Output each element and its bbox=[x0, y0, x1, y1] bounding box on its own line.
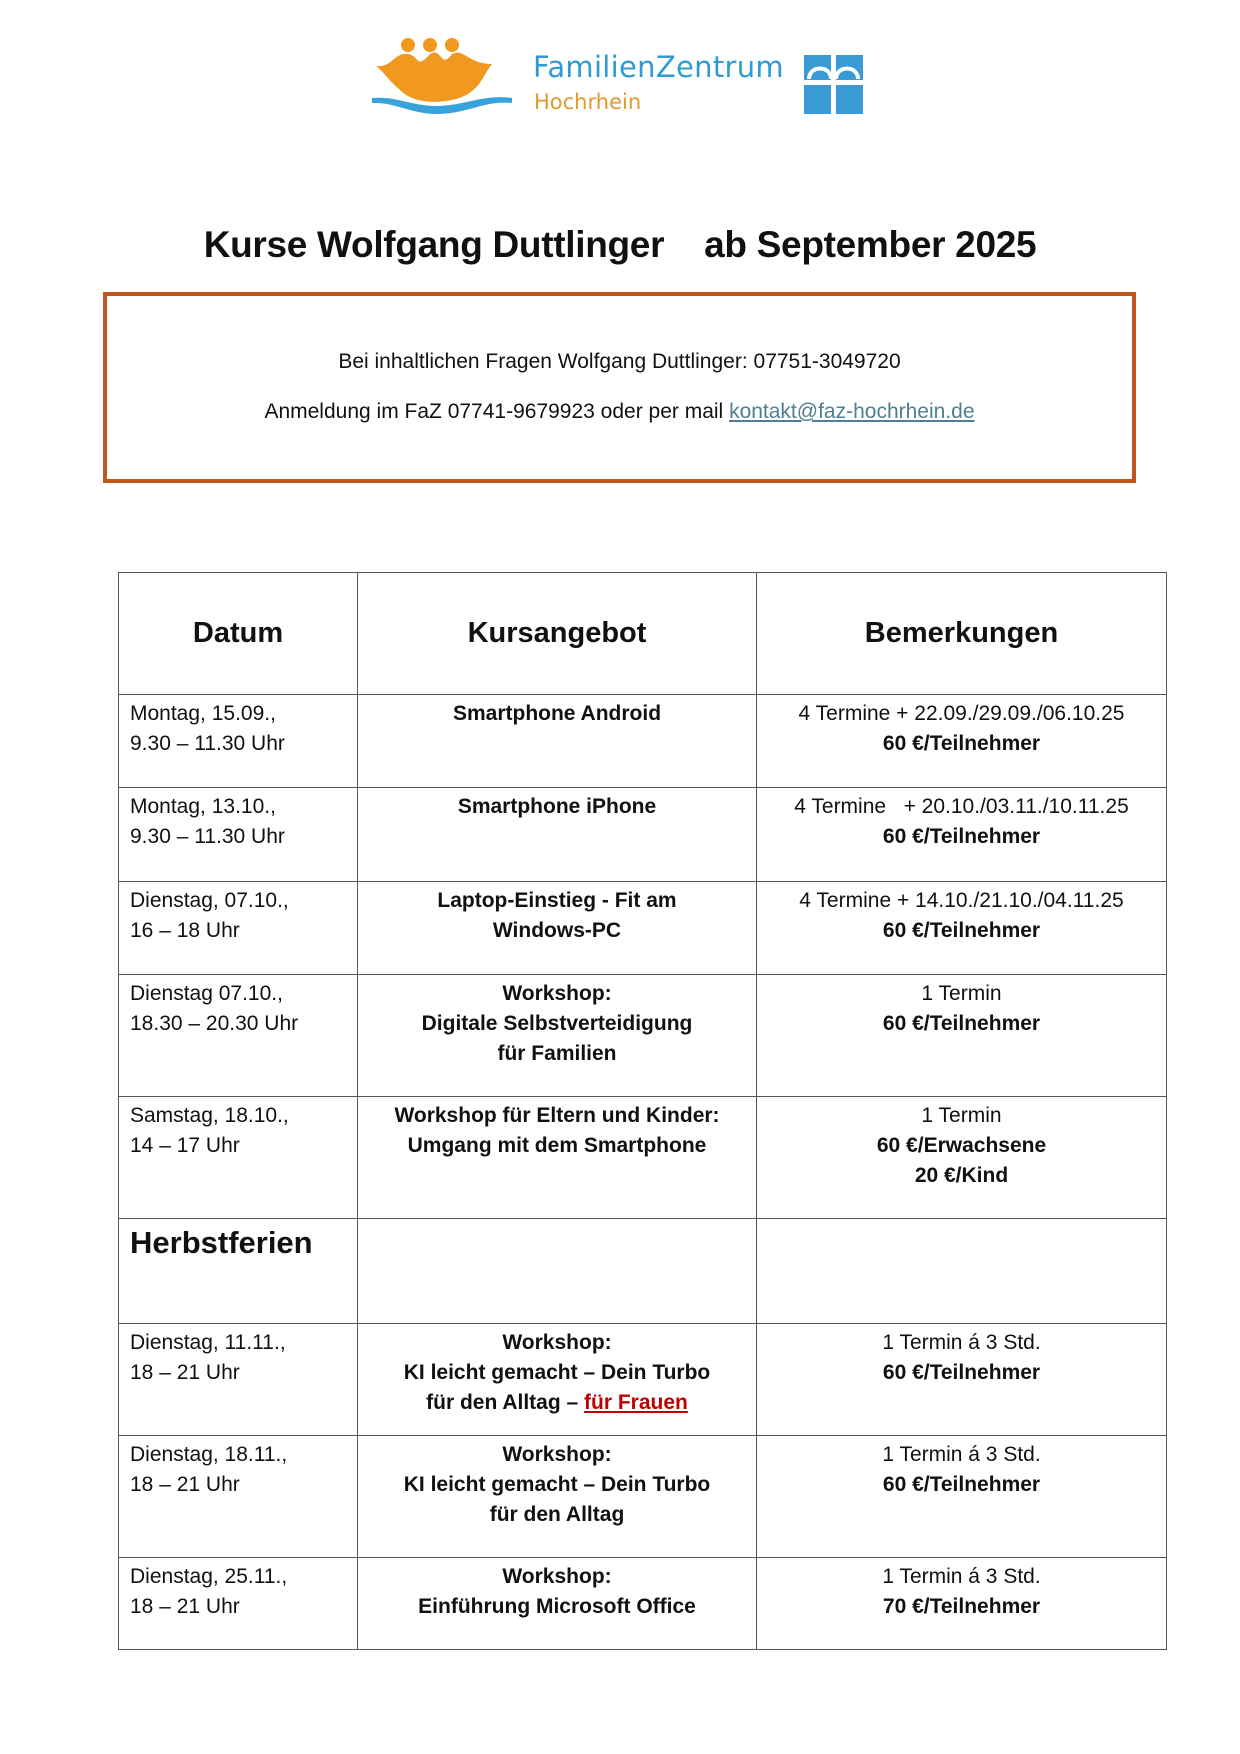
price-text: 60 €/Teilnehmer bbox=[882, 732, 1041, 755]
date-cell bbox=[119, 882, 358, 975]
email-link[interactable]: kontakt@faz-hochrhein.de bbox=[729, 400, 975, 423]
date-cell bbox=[119, 695, 358, 788]
logo-name-part1: Familien bbox=[533, 50, 656, 84]
course-table bbox=[118, 572, 1167, 1650]
highlight-link[interactable]: für Frauen bbox=[584, 1391, 688, 1414]
remarks-note: 1 Termin bbox=[921, 982, 1002, 1005]
logo-subtitle: Hochrhein bbox=[534, 90, 642, 114]
date-line: 18 – 21 Uhr bbox=[130, 1473, 240, 1496]
date-cell bbox=[119, 788, 358, 882]
table-row bbox=[119, 695, 1167, 788]
course-cell bbox=[358, 1558, 757, 1650]
course-line: KI leicht gemacht – Dein Turbo bbox=[403, 1361, 711, 1384]
table-row bbox=[119, 1097, 1167, 1219]
remarks-cell bbox=[757, 1436, 1167, 1558]
course-line: Einführung Microsoft Office bbox=[418, 1595, 696, 1618]
date-line: 18 – 21 Uhr bbox=[130, 1361, 240, 1384]
header-kursangebot: Kursangebot bbox=[358, 573, 757, 695]
course-cell bbox=[358, 1097, 757, 1219]
diakonie-cross-icon bbox=[804, 55, 863, 114]
course-line: für Familien bbox=[497, 1042, 617, 1065]
remarks-cell bbox=[757, 882, 1167, 975]
remarks-note: 4 Termine + 22.09./29.09./06.10.25 bbox=[798, 702, 1125, 725]
course-line: KI leicht gemacht – Dein Turbo bbox=[403, 1473, 711, 1496]
course-line: Workshop: bbox=[502, 1443, 612, 1466]
date-cell bbox=[119, 1324, 358, 1436]
remarks-note: 4 Termine + 14.10./21.10./04.11.25 bbox=[799, 889, 1124, 912]
header-bemerkungen: Bemerkungen bbox=[757, 573, 1167, 695]
date-line: 14 – 17 Uhr bbox=[130, 1134, 240, 1157]
contact-registration-line bbox=[107, 400, 1132, 424]
table-row bbox=[119, 1324, 1167, 1436]
price-text: 60 €/Erwachsene bbox=[876, 1134, 1047, 1157]
date-line: Dienstag 07.10., bbox=[130, 982, 283, 1005]
empty-cell bbox=[757, 1219, 1167, 1324]
course-cell bbox=[358, 1436, 757, 1558]
course-line: Smartphone Android bbox=[452, 702, 662, 725]
price-text: 20 €/Kind bbox=[914, 1164, 1009, 1187]
header-datum: Datum bbox=[119, 573, 358, 695]
course-line: Umgang mit dem Smartphone bbox=[407, 1134, 707, 1157]
logo-name bbox=[533, 50, 784, 84]
remarks-cell bbox=[757, 1324, 1167, 1436]
table-row bbox=[119, 1436, 1167, 1558]
page-title bbox=[0, 224, 1240, 266]
holiday-row bbox=[119, 1219, 1167, 1324]
remarks-cell bbox=[757, 1558, 1167, 1650]
course-cell bbox=[358, 695, 757, 788]
date-line: 18 – 21 Uhr bbox=[130, 1595, 240, 1618]
course-line: Laptop-Einstieg - Fit am bbox=[437, 889, 677, 912]
contact-phone-line: Bei inhaltlichen Fragen Wolfgang Duttlinger: 07751-3049720 bbox=[338, 350, 901, 373]
logo-name-part2: Zentrum bbox=[655, 50, 784, 84]
date-line: Dienstag, 25.11., bbox=[130, 1565, 288, 1588]
course-cell bbox=[358, 882, 757, 975]
course-line: Workshop: bbox=[502, 1331, 612, 1354]
date-line: Dienstag, 07.10., bbox=[130, 889, 289, 912]
remarks-cell bbox=[757, 788, 1167, 882]
title-part1: Kurse Wolfgang Duttlinger bbox=[203, 224, 665, 265]
date-line: 9.30 – 11.30 Uhr bbox=[130, 825, 285, 848]
empty-cell bbox=[358, 1219, 757, 1324]
date-cell bbox=[119, 1097, 358, 1219]
holiday-label: Herbstferien bbox=[119, 1219, 358, 1324]
course-line: Workshop für Eltern und Kinder: bbox=[394, 1104, 720, 1127]
course-cell bbox=[358, 1324, 757, 1436]
table-row bbox=[119, 882, 1167, 975]
date-line: Samstag, 18.10., bbox=[130, 1104, 289, 1127]
remarks-cell bbox=[757, 1097, 1167, 1219]
remarks-cell bbox=[757, 695, 1167, 788]
remarks-note: 1 Termin á 3 Std. bbox=[882, 1331, 1041, 1354]
table-row bbox=[119, 788, 1167, 882]
title-part2: ab September 2025 bbox=[704, 224, 1037, 265]
date-cell bbox=[119, 1436, 358, 1558]
price-text: 60 €/Teilnehmer bbox=[882, 825, 1041, 848]
price-text: 60 €/Teilnehmer bbox=[882, 919, 1041, 942]
date-line: Montag, 15.09., bbox=[130, 702, 276, 725]
registration-text: Anmeldung im FaZ 07741-9679923 oder per mail bbox=[264, 400, 730, 423]
course-cell bbox=[358, 788, 757, 882]
remarks-cell bbox=[757, 975, 1167, 1097]
table-row bbox=[119, 975, 1167, 1097]
course-line: Workshop: bbox=[502, 1565, 612, 1588]
contact-box bbox=[103, 292, 1136, 483]
date-cell bbox=[119, 1558, 358, 1650]
table-row bbox=[119, 1558, 1167, 1650]
course-line: für den Alltag bbox=[489, 1503, 625, 1526]
course-line: Workshop: bbox=[502, 982, 612, 1005]
remarks-note: 1 Termin á 3 Std. bbox=[882, 1443, 1041, 1466]
date-line: Montag, 13.10., bbox=[130, 795, 276, 818]
remarks-note: 1 Termin á 3 Std. bbox=[882, 1565, 1041, 1588]
price-text: 60 €/Teilnehmer bbox=[882, 1473, 1041, 1496]
date-line: 9.30 – 11.30 Uhr bbox=[130, 732, 285, 755]
course-line-prefix: für den Alltag – bbox=[426, 1391, 585, 1414]
family-boat-icon bbox=[372, 36, 512, 118]
remarks-note: 1 Termin bbox=[921, 1104, 1002, 1127]
date-line: Dienstag, 11.11., bbox=[130, 1331, 286, 1354]
price-text: 60 €/Teilnehmer bbox=[882, 1012, 1041, 1035]
price-text: 70 €/Teilnehmer bbox=[882, 1595, 1041, 1618]
date-cell bbox=[119, 975, 358, 1097]
price-text: 60 €/Teilnehmer bbox=[882, 1361, 1041, 1384]
date-line: 16 – 18 Uhr bbox=[130, 919, 240, 942]
course-line: Windows-PC bbox=[492, 919, 622, 942]
course-line: Smartphone iPhone bbox=[457, 795, 657, 818]
date-line: 18.30 – 20.30 Uhr bbox=[130, 1012, 299, 1035]
course-line: Digitale Selbstverteidigung bbox=[421, 1012, 693, 1035]
course-line bbox=[358, 1388, 756, 1418]
remarks-note: 4 Termine + 20.10./03.11./10.11.25 bbox=[794, 795, 1129, 818]
course-cell bbox=[358, 975, 757, 1097]
date-line: Dienstag, 18.11., bbox=[130, 1443, 288, 1466]
table-header-row bbox=[119, 573, 1167, 695]
